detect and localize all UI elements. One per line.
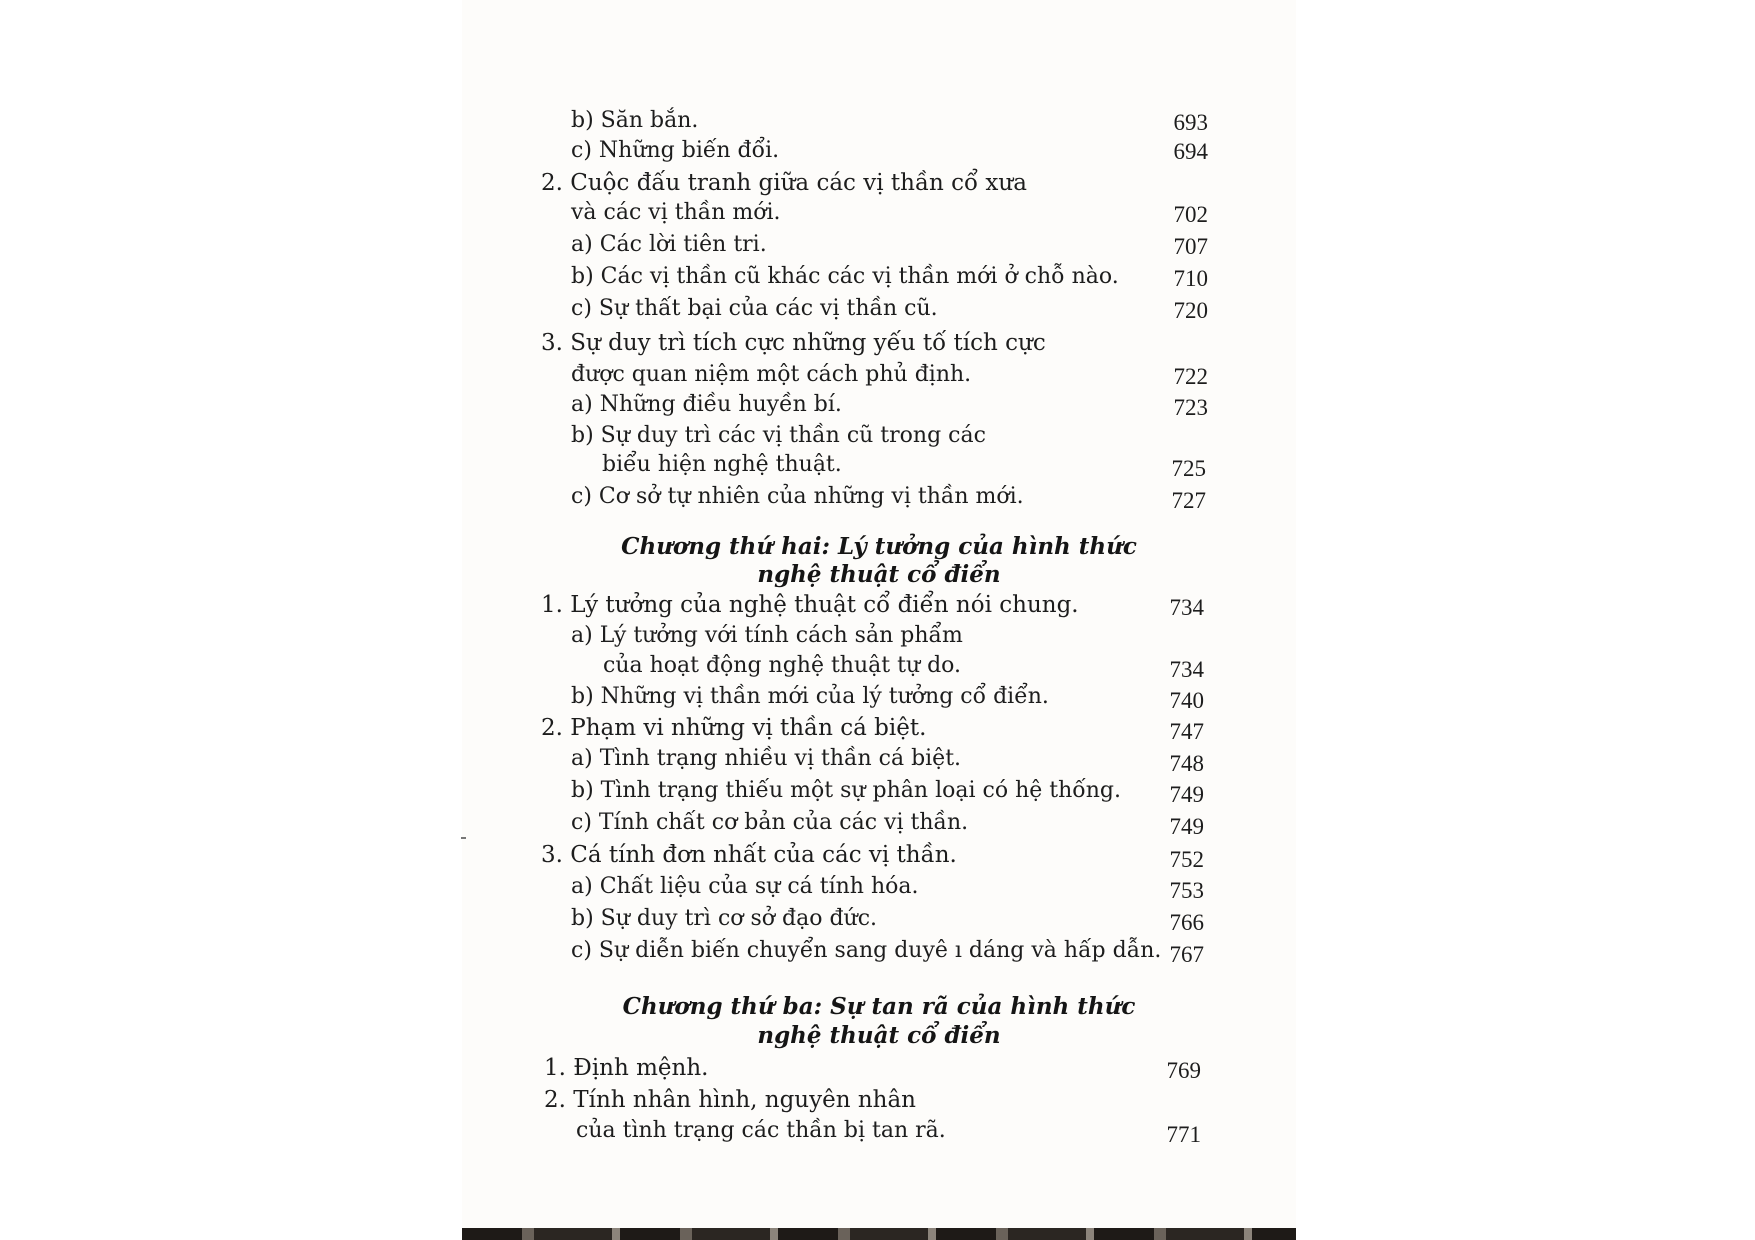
toc-entry-page: 710 (1173, 266, 1208, 291)
toc-entry-text: của hoạt động nghệ thuật tự do. (603, 653, 962, 678)
toc-entry-page: 740 (1169, 688, 1204, 713)
toc-entry-page: 693 (1173, 110, 1208, 135)
toc-entry-page: 720 (1173, 298, 1208, 323)
toc-entry-page: 753 (1169, 878, 1204, 903)
toc-entry-page: 734 (1169, 657, 1204, 682)
toc-entry-page: 734 (1169, 595, 1204, 620)
toc-entry-text: c) Cơ sở tự nhiên của những vị thần mới. (571, 484, 1024, 509)
toc-entry-text: c) Tính chất cơ bản của các vị thần. (571, 810, 969, 835)
toc-entry-page: 748 (1169, 751, 1204, 776)
chapter-heading: Chương thứ ba: Sự tan rã của hình thức (622, 993, 1136, 1020)
toc-entry-page: 694 (1173, 139, 1208, 164)
toc-entry-text: b) Các vị thần cũ khác các vị thần mới ở chỗ nào. (571, 264, 1119, 289)
toc-entry-page: 707 (1173, 234, 1208, 259)
toc-section-text: 2. Cuộc đấu tranh giữa các vị thần cổ xưa (541, 170, 1027, 196)
toc-entry-text: c) Sự diễn biến chuyển sang duyê ı dáng và hấp dẫn. (571, 938, 1162, 963)
chapter-heading: nghệ thuật cổ điển (757, 561, 1001, 588)
toc-entry-text: a) Lý tưởng với tính cách sản phẩm (571, 623, 963, 648)
toc-entry-page: 702 (1173, 202, 1208, 227)
toc-entry-page: 749 (1169, 814, 1204, 839)
toc-entry-text: b) Tình trạng thiếu một sự phân loại có hệ thống. (571, 778, 1121, 803)
toc-entry-text: c) Sự thất bại của các vị thần cũ. (571, 296, 938, 321)
toc-section-text: 2. Tính nhân hình, nguyên nhân (544, 1087, 916, 1113)
toc-entry-page: 767 (1169, 942, 1204, 967)
toc-section-text: 1. Định mệnh. (544, 1055, 709, 1081)
toc-entry-text: a) Các lời tiên tri. (571, 232, 767, 257)
toc-section-text: 2. Phạm vi những vị thần cá biệt. (541, 715, 927, 741)
toc-section-text: 1. Lý tưởng của nghệ thuật cổ điển nói chung. (541, 592, 1079, 618)
toc-entry-text: a) Chất liệu của sự cá tính hóa. (571, 874, 919, 899)
toc-entry-page: 752 (1169, 847, 1204, 872)
chapter-heading: nghệ thuật cổ điển (757, 1022, 1001, 1049)
toc-entry-text: a) Những điều huyền bí. (571, 392, 842, 417)
chapter-heading: Chương thứ hai: Lý tưởng của hình thức (621, 533, 1137, 560)
toc-entry-page: 771 (1166, 1122, 1201, 1147)
toc-entry-text: b) Sự duy trì cơ sở đạo đức. (571, 906, 878, 931)
toc-entry-text: biểu hiện nghệ thuật. (602, 452, 842, 477)
toc-entry-page: 725 (1171, 456, 1206, 481)
toc-section-text: 3. Sự duy trì tích cực những yếu tố tích cực (541, 330, 1046, 356)
toc-entry-page: 749 (1169, 782, 1204, 807)
toc-section-text: 3. Cá tính đơn nhất của các vị thần. (541, 842, 957, 868)
toc-entry-text: b) Săn bắn. (571, 108, 699, 133)
toc-entry-text: được quan niệm một cách phủ định. (571, 362, 972, 387)
toc-entry-page: 722 (1173, 364, 1208, 389)
toc-entry-page: 747 (1169, 719, 1204, 744)
toc-entry-text: của tình trạng các thần bị tan rã. (576, 1118, 946, 1143)
toc-entry-page: 769 (1166, 1058, 1201, 1083)
toc-entry-text: c) Những biến đổi. (571, 138, 780, 163)
toc-entry-text: b) Những vị thần mới của lý tưởng cổ điển. (571, 684, 1049, 709)
toc-entry-text: và các vị thần mới. (571, 200, 781, 225)
toc-entry-page: 723 (1173, 395, 1208, 420)
toc-entry-text: b) Sự duy trì các vị thần cũ trong các (571, 423, 986, 448)
toc-entry-page: 727 (1171, 488, 1206, 513)
toc-entry-page: 766 (1169, 910, 1204, 935)
toc-entry-text: a) Tình trạng nhiều vị thần cá biệt. (571, 746, 962, 771)
